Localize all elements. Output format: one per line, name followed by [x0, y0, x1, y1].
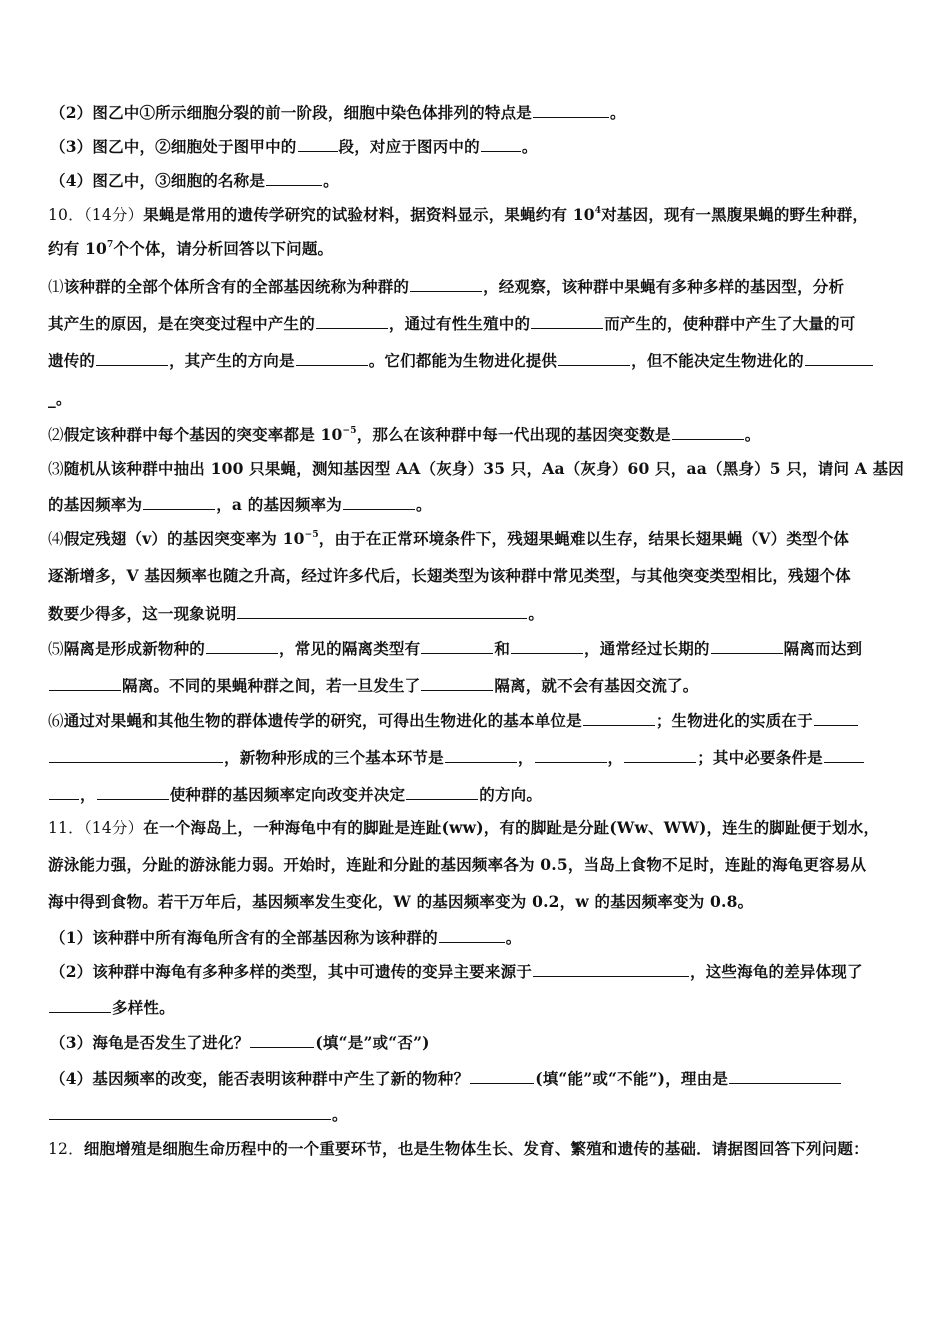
answer-blank[interactable] [533, 961, 689, 977]
answer-blank[interactable] [296, 350, 368, 366]
answer-blank[interactable] [805, 350, 873, 366]
answer-blank[interactable] [624, 747, 696, 763]
q11-sub3: （3）海龟是否发生了进化？ (填“是”或“否”) [50, 1033, 430, 1052]
q10-part1-line1: ⑴该种群的全部个体所含有的全部基因统称为种群的 ，经观察，该种群中果蝇有多种多样的基因型，分析 [48, 277, 845, 296]
q10-part5-line2: 隔离。不同的果蝇种群之间，若一旦发生了 隔离，就不会有基因交流了。 [48, 675, 908, 696]
q10-stem-line1: 10．（14分）果蝇是常用的遗传学研究的试验材料，据资料显示，果蝇约有 $10^4$对基因，现有一黑腹果蝇的野生种群， [48, 205, 869, 224]
answer-blank[interactable] [481, 136, 521, 152]
q10-part1-line2: 其产生的原因，是在突变过程中产生的 ，通过有性生殖中的 而产生的，使种群中产生了大量的可 [48, 314, 856, 333]
answer-blank[interactable] [511, 638, 583, 654]
answer-blank[interactable] [824, 747, 864, 763]
q10-part4-line3: 数要少得多，这一现象说明 。 [48, 604, 545, 623]
q10-part6-line3: ， 使种群的基因频率定向改变并决定 的方向。 [48, 784, 908, 805]
q10-part1-line3: 遗传的 ，其产生的方向是 。它们都能为生物进化提供 ，但不能决定生物进化的 [48, 350, 908, 371]
q11-sub2-line1: （2）该种群中海龟有多种多样的类型，其中可遗传的变异主要来源于 ，这些海龟的差异体现了 [50, 962, 863, 981]
q10-part3-line2: 的基因频率为 ，a 的基因频率为 。 [48, 495, 432, 514]
q11-stem-line2: 游泳能力强，分趾的游泳能力弱。开始时，连趾和分趾的基因频率各为 0.5，当岛上食物不足时，连趾的海龟更容易从 [48, 855, 867, 874]
q10-part4-line1: ⑷假定残翅（v）的基因突变率为 $10^{-5}$，由于在正常环境条件下，残翅果蝇难以生存，结果长翅果蝇（V）类型个体 [48, 529, 850, 548]
q11-stem-line1: 11．（14分）在一个海岛上，一种海龟中有的脚趾是连趾(ww)，有的脚趾是分趾(Ww、WW)，连生的脚趾便于划水， [48, 818, 880, 837]
answer-blank[interactable] [470, 1068, 534, 1084]
q10-part6-line1: ⑹通过对果蝇和其他生物的群体遗传学的研究，可得出生物进化的基本单位是 ；生物进化的实质在于 [48, 710, 908, 731]
q10-part2: ⑵假定该种群中每个基因的突变率都是 $10^{-5}$，那么在该种群中每一代出现的基因突变数是 。 [48, 425, 761, 444]
answer-blank[interactable] [406, 784, 478, 800]
answer-blank[interactable] [672, 424, 744, 440]
q10-part1-line4: _。 [48, 389, 72, 408]
answer-blank[interactable] [814, 710, 858, 726]
answer-blank[interactable] [410, 276, 482, 292]
q10-part3-line1: ⑶随机从该种群中抽出 100 只果蝇，测知基因型 AA（灰身）35 只，Aa（灰身）60 只，aa（黑身）5 只，请问 A 基因 [48, 459, 904, 478]
answer-blank[interactable] [49, 997, 111, 1013]
answer-blank[interactable] [421, 675, 493, 691]
answer-blank[interactable] [533, 102, 609, 118]
answer-blank[interactable] [49, 1104, 331, 1120]
q11-sub4-line1: （4）基因频率的改变，能否表明该种群中产生了新的物种？ (填“能”或“不能”)，理由是 [50, 1068, 910, 1089]
answer-blank[interactable] [535, 747, 607, 763]
answer-blank[interactable] [711, 638, 783, 654]
answer-blank[interactable] [531, 313, 603, 329]
answer-blank[interactable] [96, 350, 168, 366]
answer-blank[interactable] [558, 350, 630, 366]
answer-blank[interactable] [266, 170, 322, 186]
answer-blank[interactable] [206, 638, 278, 654]
q10-part5-line1: ⑸隔离是形成新物种的 ，常见的隔离类型有 和 ，通常经过长期的 隔离而达到 [48, 639, 863, 658]
answer-blank[interactable] [49, 784, 79, 800]
answer-blank[interactable] [237, 603, 527, 619]
answer-blank[interactable] [316, 313, 388, 329]
answer-blank[interactable] [298, 136, 338, 152]
q11-sub4-line2: 。 [48, 1104, 908, 1125]
answer-blank[interactable] [439, 927, 505, 943]
q11-stem-line3: 海中得到食物。若干万年后，基因频率发生变化，W 的基因频率变为 0.2，w 的基因频率变为 0.8。 [48, 892, 754, 911]
answer-blank[interactable] [421, 638, 493, 654]
q10-part4-line2: 逐渐增多，V 基因频率也随之升高，经过许多代后，长翅类型为该种群中常见类型，与其他突变类型相比，残翅个体 [48, 566, 851, 585]
q9-sub4: （4）图乙中，③细胞的名称是 。 [50, 171, 339, 190]
answer-blank[interactable] [143, 494, 215, 510]
answer-blank[interactable] [583, 710, 655, 726]
q11-sub2-line2: 多样性。 [48, 997, 908, 1018]
q9-sub3: （3）图乙中，②细胞处于图甲中的 段，对应于图丙中的 。 [50, 137, 538, 156]
answer-blank[interactable] [49, 675, 121, 691]
q10-part6-line2: ，新物种形成的三个基本环节是 ， ， ；其中必要条件是 [48, 747, 908, 768]
answer-blank[interactable] [343, 494, 415, 510]
answer-blank[interactable] [97, 784, 169, 800]
q11-sub1: （1）该种群中所有海龟所含有的全部基因称为该种群的 。 [50, 928, 522, 947]
answer-blank[interactable] [445, 747, 517, 763]
answer-blank[interactable] [49, 747, 223, 763]
q9-sub2: （2）图乙中①所示细胞分裂的前一阶段，细胞中染色体排列的特点是 。 [50, 103, 626, 122]
answer-blank[interactable] [250, 1032, 314, 1048]
q10-stem-line2: 约有 $10^7$个个体，请分析回答以下问题。 [48, 239, 334, 258]
q12-stem: 12．细胞增殖是细胞生命历程中的一个重要环节，也是生物体生长、发育、繁殖和遗传的基础．请据图回答下列问题： [48, 1139, 869, 1158]
answer-blank[interactable] [729, 1068, 841, 1084]
